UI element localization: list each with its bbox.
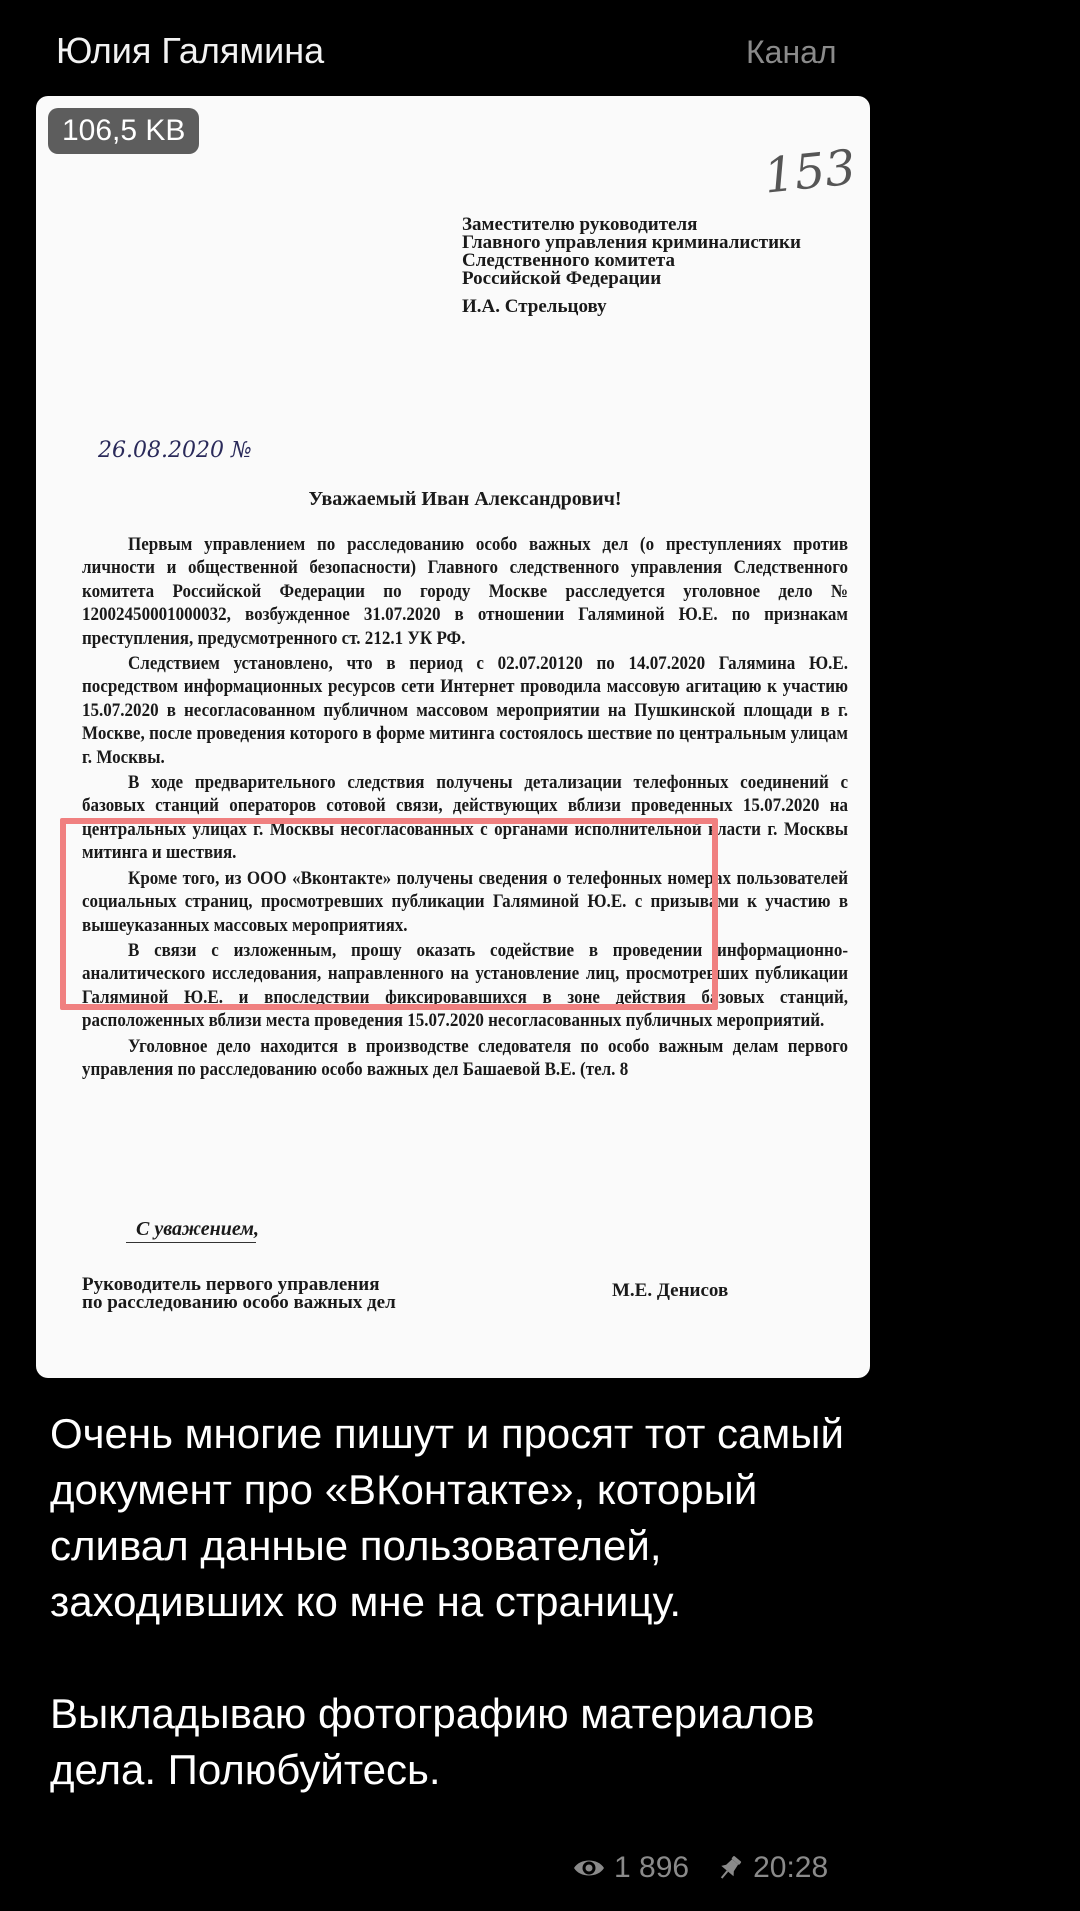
document-paragraph: Кроме того, из ООО «Вконтакте» получены сведения о телефонных номерах пользователей социальных страниц, просмотревших публикации Галяминой Ю.Е. с призывами к участию в вышеуказанных массовых мероприятиях.: [82, 868, 849, 936]
document-paragraph: В ходе предварительного следствия получены детализации телефонных соединений с базовых станций операторов сотовой связи, действующих вблизи проведенных 15.07.2020 на центральных улицах г. Москвы несогласованных с органами исполнительной власти г. Москвы митинга и шествия.: [82, 773, 849, 864]
post-header: [0, 0, 1080, 96]
channel-type-label: Канал: [746, 34, 837, 70]
handwritten-date: 26.08.2020 №: [98, 438, 252, 463]
signature-underline: [126, 1242, 256, 1243]
pin-icon: [717, 1854, 743, 1882]
post-meta: [572, 1844, 828, 1892]
file-size-badge: 106,5 KB: [48, 108, 199, 154]
highlight-box: [60, 818, 718, 1010]
document-photo[interactable]: [36, 96, 870, 1378]
document-recipient: И.А. Стрельцову: [462, 296, 607, 317]
signer-title: Руководитель первого управления по расследованию особо важных дел: [82, 1274, 396, 1313]
signer-name: М.Е. Денисов: [612, 1280, 729, 1301]
post-time: 20:28: [753, 1851, 829, 1884]
document-page: [82, 216, 848, 1366]
document-addressee: Заместителю руководителя Главного управления криминалистики Следственного комитета Российской Федерации: [462, 214, 801, 289]
channel-name[interactable]: Юлия Галямина: [56, 30, 325, 71]
document-paragraph: Первым управлением по расследованию особо важных дел (о преступлениях против личности и общественной безопасности) Главного следственного управления Следственного комитета Российской Федерации по городу Москве расследуется уголовное дело № 12002450001000032, возбужденное 31.07.2020 в отношении Галяминой Ю.Е. по признакам преступления, предусмотренного ст. 212.1 УК РФ.: [82, 535, 849, 649]
eye-icon: [572, 1856, 606, 1880]
post-caption: Очень многие пишут и просят тот самый документ про «ВКонтакте», который сливал данные пользователей, заходивших ко мне на страницу. Выкладываю фотографию материалов дела. Полюбуйтесь.: [50, 1410, 844, 1793]
document-paragraph: Следствием установлено, что в период с 02.07.20120 по 14.07.2020 Галямина Ю.Е. посредством информационных ресурсов сети Интернет проводила массовую агитацию к участию 15.07.2020 в несогласованном публичном массовом мероприятии на Пушкинской площади в г. Москве, после проведения которого в форме митинга состоялось шествие по центральным улицам г. Москвы.: [82, 654, 849, 768]
document-paragraph: В связи с изложенным, прошу оказать содействие в проведении информационно-аналитического исследования, направленного на установление лиц, просмотревших публикации Галяминой Ю.Е. и впоследствии фиксировавшихся в зоне действия базовых станций, расположенных вблизи места проведения 15.07.2020 несогласованных публичных мероприятий.: [82, 940, 849, 1032]
document-greeting: Уважаемый Иван Александрович!: [308, 488, 622, 510]
document-paragraph: Уголовное дело находится в производстве следователя по особо важным делам первого управления по расследованию особо важных дел Башаевой В.Е. (тел. 8: [82, 1036, 849, 1080]
views-count: 1 896: [614, 1851, 690, 1884]
handwritten-page-number: 153: [761, 139, 859, 205]
document-regards: С уважением,: [136, 1218, 259, 1240]
